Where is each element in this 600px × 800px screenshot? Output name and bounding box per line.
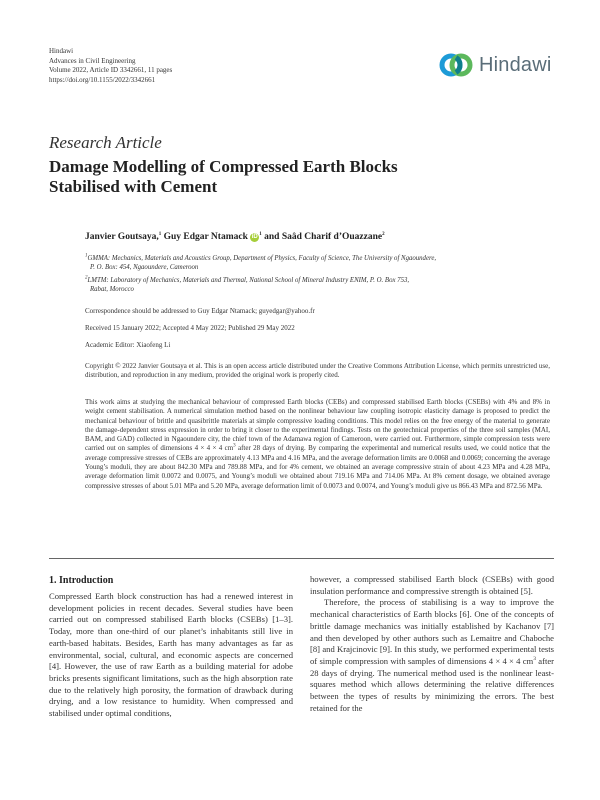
logo-wordmark: Hindawi <box>479 54 552 76</box>
affiliation-1 <box>85 254 555 272</box>
publisher-name: Hindawi <box>49 47 74 55</box>
right-column <box>310 574 554 714</box>
affiliation-2 <box>85 276 555 294</box>
article-title <box>49 157 469 197</box>
author-name[interactable]: and Saâd Charif d’Ouazzane <box>264 232 383 242</box>
abstract-text: This work aims at studying the mechanical behaviour of compressed Earth blocks (CEBs) and compressed stabilised Earth blocks (CSEBs) with 4% and 8% in weight cement stabilisation. A numerical simulation method based on the nonlinear behaviour law coupling isotropic elasticity damage is proposed to predict the mechanical behaviour of brittle and quasibrittle materials at simple compressive loading conditions. This model relies on the free energy of the material to generate the damage-dependent stress expression in order to bring it closer to the experimental findings. Tests on the geotechnical properties of the three soil samples (MAI, BAM, and GAD) collected in Ngaoundere city, the chief town of the Adamawa region of Cameroon, were carried out. Furthermore, simple compression tests were carried out on samples of dimensions 4 × 4 × 4 cm <box>85 398 550 453</box>
abstract <box>85 398 550 491</box>
paragraph: Compressed Earth block construction has had a renewed interest in development policies in recent decades. Several studies have been carried out on compressed stabilised Earth blocks (CSEBs) [1–3]. Today, more than one-third of our planet’s inhabitants still live in earth-based habitats. Besides, Earth has many advantages as far as environmental, social, cultural, and economic aspects are concerned [4]. However, the use of raw Earth as a building material for adobe bricks presents significant limitations, such as the high absorption rate due to the relatively high porosity, the formation of drawback during drying, and a low resistance to humidity. When compressed and stabilised under optimal conditions, <box>49 591 293 719</box>
paragraph <box>310 597 554 714</box>
author-name[interactable]: Janvier Goutsaya, <box>85 232 159 242</box>
author-affiliation-mark: 1 <box>259 231 262 237</box>
left-column <box>49 591 293 720</box>
author-list <box>85 232 385 242</box>
hindawi-logo-icon <box>438 47 474 83</box>
orcid-icon[interactable]: iD <box>251 234 258 240</box>
paragraph-text: Therefore, the process of stabilising is a way to improve the mechanical characteristics of Earth blocks [6]. One of the concepts of brittle damage mechanics was initially established by Kachanov [7] and then developed by other authors such as Lemaitre and Chaboche [8] and Krajcinovic [9]. In this study, we performed experimental tests of simple compression with samples of dimensions 4 × 4 × 4 cm <box>310 597 554 666</box>
doi-link[interactable]: https://doi.org/10.1155/2022/3342661 <box>49 75 156 84</box>
section-heading: 1. Introduction <box>49 575 114 586</box>
title-line: Stabilised with Cement <box>49 177 218 196</box>
article-type: Research Article <box>49 133 162 152</box>
affiliation-text: GMMA: Mechanics, Materials and Acoustics Group, Department of Physics, Faculty of Science, The University of Ngaoundere, <box>87 255 437 262</box>
correspondence: Correspondence should be addressed to Guy Edgar Ntamack; guyedgar@yahoo.fr <box>85 307 315 315</box>
journal-name: Advances in Civil Engineering <box>49 56 136 65</box>
superscript: 3 <box>533 656 536 663</box>
author-affiliation-mark: 1 <box>158 231 162 237</box>
affiliation-number: 2 <box>85 275 88 281</box>
author-affiliation-mark: 2 <box>382 231 385 237</box>
affiliation-text: Rabat, Morocco <box>90 286 134 293</box>
author-name[interactable]: Guy Edgar Ntamack <box>163 232 248 242</box>
title-line: Damage Modelling of Compressed Earth Blocks <box>49 157 398 176</box>
volume-line: Volume 2022, Article ID 3342661, 11 pages <box>49 66 173 74</box>
publication-dates: Received 15 January 2022; Accepted 4 May 2022; Published 29 May 2022 <box>85 324 295 332</box>
paragraph-text: after 28 days of drying. The numerical method used is the nonlinear least-squares method which allows determining the relative differences between the types of results by minimizing the errors. The best retained for the <box>310 655 555 713</box>
copyright-notice: Copyright © 2022 Janvier Goutsaya et al. This is an open access article distributed under the Creative Commons Attribution License, which permits unrestricted use, distribution, and reproduction in any medium, provided the original work is properly cited. <box>85 362 550 380</box>
superscript: 3 <box>233 444 236 450</box>
section-divider <box>49 558 554 559</box>
affiliation-text: P. O. Box: 454, Ngaoundere, Cameroon <box>90 264 199 271</box>
paragraph: however, a compressed stabilised Earth block (CSEBs) with good insulation performance and compressive strength is obtained [5]. <box>310 574 554 596</box>
affiliation-number: 1 <box>85 253 88 259</box>
abstract-text: after 28 days of drying. By comparing the experimental and numerical results used, we could notice that the average compressive stresses of CEBs are approximately 4.13 MPa and 4.16 MPa, and the average deformation limits are 0.0068 and 0.0069; concerning the average Young’s moduli, they are about 842.30 MPa and 789.88 MPa, and for 4% cement, we obtained an average compressive strain of about 4.23 MPa and 4.28 MPa, average deformation limit 0.0072 and 0.0075, and Young’s moduli we obtained about 719.16 MPa and 714.06 MPa. At 8% cement dosage, we obtained average compressive stresses of about 5.01 MPa and 5.20 MPa, average deformation limit of 0.0073 and 0.0074, and Young’s moduli give us 866.43 MPa and 872.56 MPa. <box>85 444 550 490</box>
hindawi-logo[interactable] <box>438 47 553 83</box>
affiliation-text: LMTM: Laboratory of Mechanics, Materials and Thermal, National School of Mineral Industry ENIM, P. O. Box 753, <box>87 277 410 284</box>
journal-header <box>49 47 172 85</box>
academic-editor: Academic Editor: Xiaofeng Li <box>85 341 171 349</box>
